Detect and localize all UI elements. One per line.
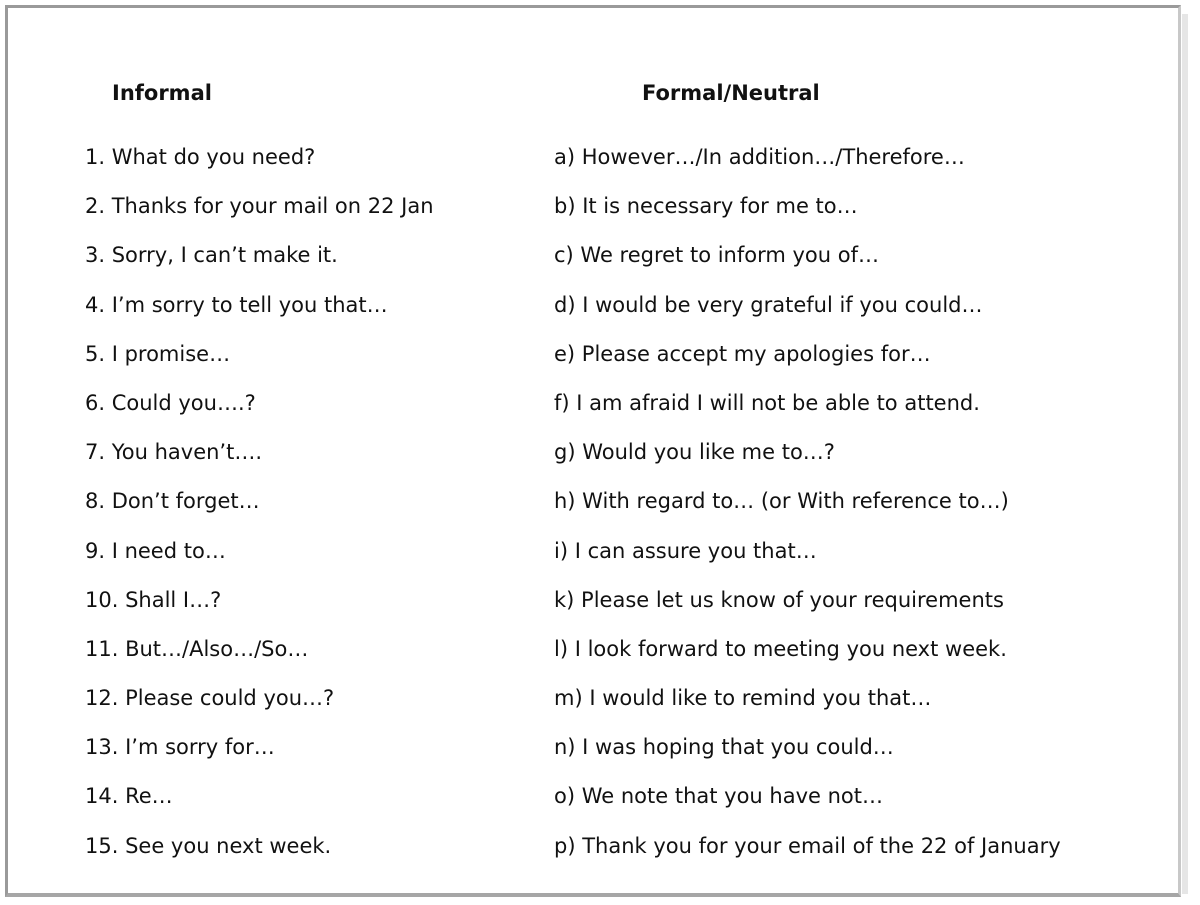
formal-item: f) I am afraid I will not be able to attend.: [554, 390, 980, 415]
formal-heading: Formal/Neutral: [642, 81, 820, 105]
informal-item: 5. I promise…: [85, 341, 231, 366]
informal-item: 13. I’m sorry for…: [85, 735, 275, 760]
formal-item: h) With regard to… (or With reference to…): [554, 489, 1009, 514]
informal-item: 1. What do you need?: [85, 145, 316, 169]
informal-item: 8. Don’t forget…: [85, 489, 260, 514]
informal-item: 15. See you next week.: [85, 833, 332, 858]
formal-item: p) Thank you for your email of the 22 of January: [554, 833, 1061, 858]
formal-item: b) It is necessary for me to…: [554, 194, 858, 219]
document-page: [5, 5, 1181, 897]
informal-item: 12. Please could you…?: [85, 686, 335, 711]
informal-list: [85, 143, 525, 881]
informal-heading: Informal: [112, 81, 212, 105]
informal-item: 11. But…/Also…/So…: [85, 636, 309, 661]
formal-item: e) Please accept my apologies for…: [554, 341, 931, 366]
formal-item: g) Would you like me to…?: [554, 440, 835, 465]
formal-item: n) I was hoping that you could…: [554, 735, 894, 760]
formal-list: [554, 143, 1154, 881]
informal-item: 10. Shall I…?: [85, 587, 222, 612]
informal-item: 2. Thanks for your mail on 22 Jan: [85, 194, 434, 219]
formal-item: a) However…/In addition…/Therefore…: [554, 145, 965, 169]
informal-item: 7. You haven’t….: [85, 440, 263, 465]
formal-item: o) We note that you have not…: [554, 784, 884, 809]
formal-item: c) We regret to inform you of…: [554, 243, 880, 268]
formal-item: i) I can assure you that…: [554, 538, 817, 563]
informal-item: 6. Could you….?: [85, 390, 256, 415]
informal-item: 4. I’m sorry to tell you that…: [85, 292, 388, 317]
formal-item: l) I look forward to meeting you next week.: [554, 636, 1007, 661]
formal-item: k) Please let us know of your requirements: [554, 587, 1004, 612]
formal-item: d) I would be very grateful if you could…: [554, 292, 983, 317]
formal-item: m) I would like to remind you that…: [554, 686, 932, 711]
informal-item: 3. Sorry, I can’t make it.: [85, 243, 338, 268]
informal-item: 9. I need to…: [85, 538, 226, 563]
informal-item: 14. Re…: [85, 784, 173, 809]
